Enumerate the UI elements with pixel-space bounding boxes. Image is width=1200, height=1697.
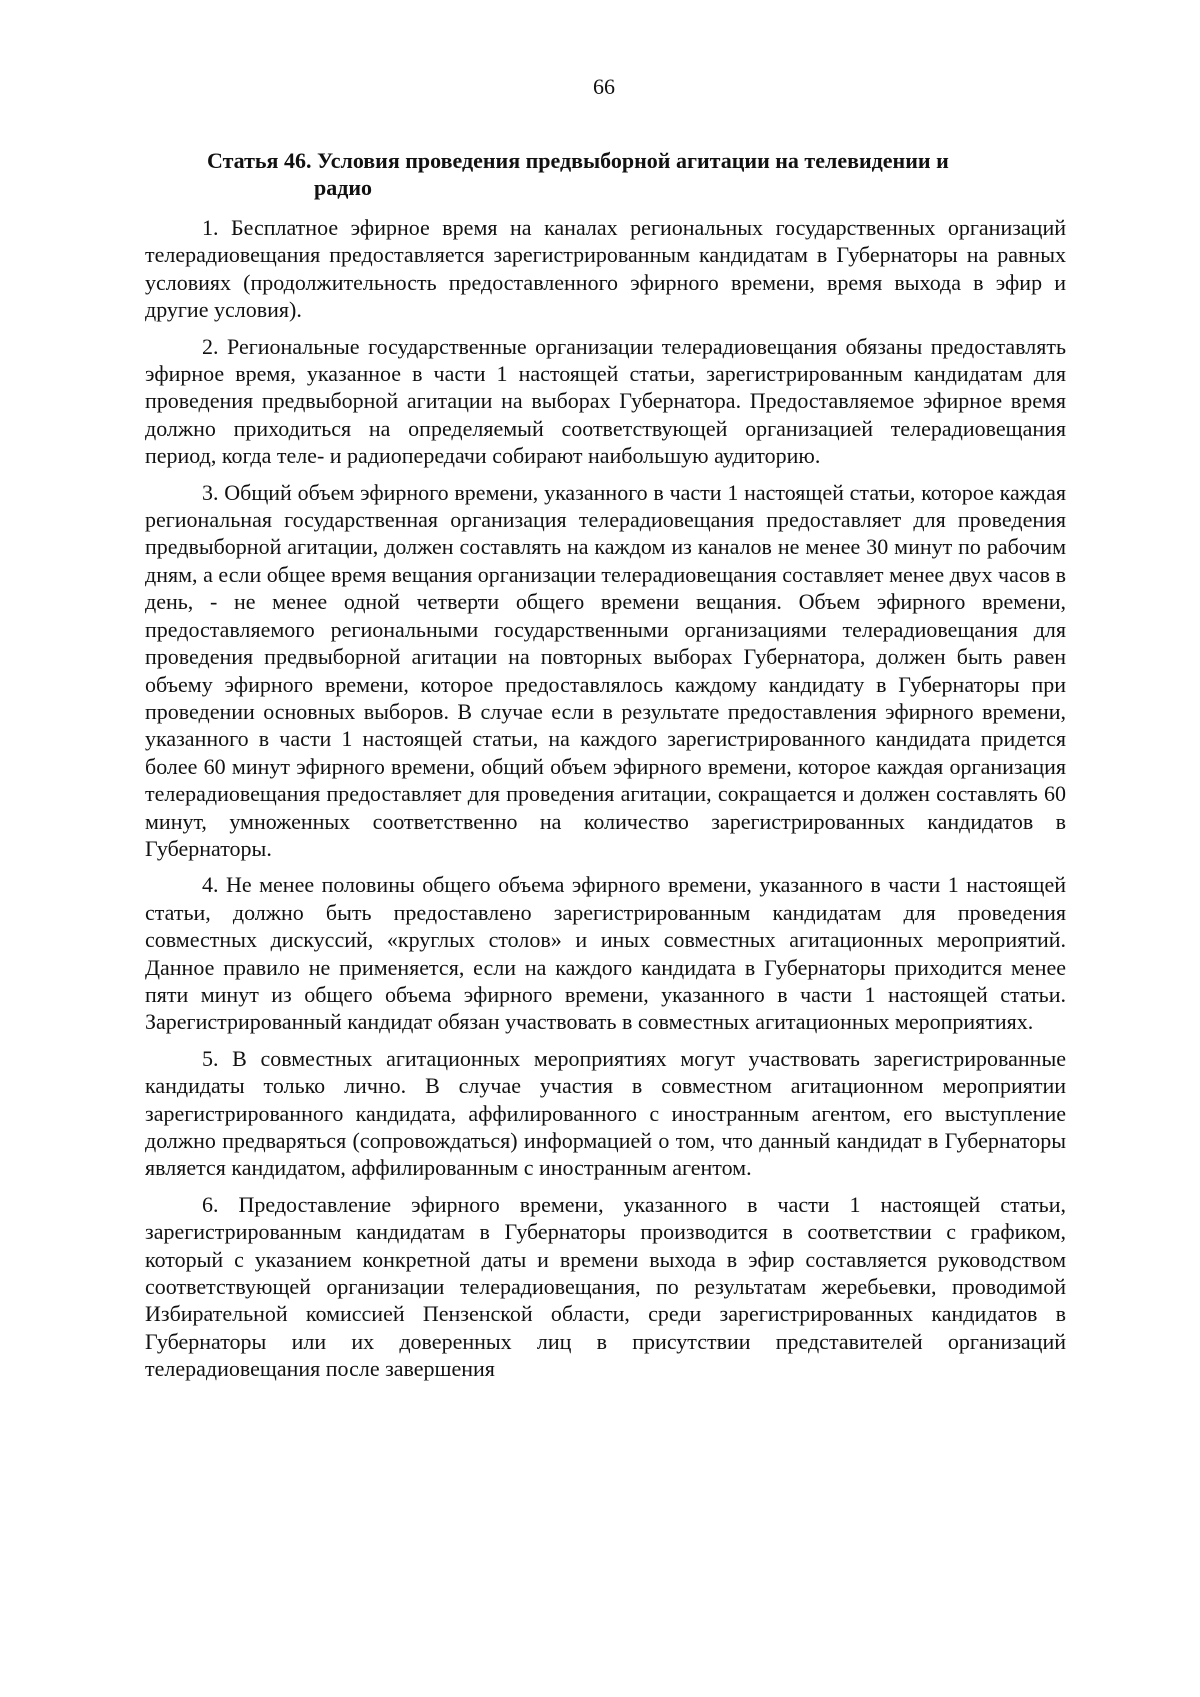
paragraph-1: 1. Бесплатное эфирное время на каналах региональных государственных организаций телерадиовещания предоставляется зарегистрированным кандидатам в Губернаторы на равных условиях (продолжительность предоставленного эфирного времени, время выхода в эфир и другие условия).: [145, 215, 1066, 323]
paragraph-2: 2. Региональные государственные организации телерадиовещания обязаны предоставлять эфирное время, указанное в части 1 настоящей статьи, зарегистрированным кандидатам для проведения предвыборной агитации на выборах Губернатора. Предоставляемое эфирное время должно приходиться на определяемый соответствующей организацией телерадиовещания период, когда теле- и радиопередачи собирают наибольшую аудиторию.: [145, 333, 1066, 469]
paragraph-3: 3. Общий объем эфирного времени, указанного в части 1 настоящей статьи, которое каждая региональная государственная организация телерадиовещания предоставляет для проведения предвыборной агитации, должен составлять на каждом из каналов не менее 30 минут по рабочим дням, а если общее время вещания организации телерадиовещания составляет менее двух часов в день, - не менее одной четверти общего времени вещания. Объем эфирного времени, предоставляемого региональными государственными организациями телерадиовещания для проведения предвыборной агитации на повторных выборах Губернатора, должен быть равен объему эфирного времени, которое предоставлялось каждому кандидату в Губернаторы при проведении основных выборов. В случае если в результате предоставления эфирного времени, указанного в части 1 настоящей статьи, на каждого зарегистрированного кандидата придется более 60 минут эфирного времени, общий объем эфирного времени, которое каждая организация телерадиовещания предоставляет для проведения агитации, сокращается и должен составлять 60 минут, умноженных соответственно на количество зарегистрированных кандидатов в Губернаторы.: [145, 479, 1066, 861]
paragraph-6: 6. Предоставление эфирного времени, указанного в части 1 настоящей статьи, зарегистрированным кандидатам в Губернаторы производится в соответствии с графиком, который с указанием конкретной даты и времени выхода в эфир составляется руководством соответствующей организации телерадиовещания, по результатам жеребьевки, проводимой Избирательной комиссией Пензенской области, среди зарегистрированных кандидатов в Губернаторы или их доверенных лиц в присутствии представителей организаций телерадиовещания после завершения: [145, 1191, 1066, 1382]
paragraph-5: 5. В совместных агитационных мероприятиях могут участвовать зарегистрированные кандидаты только лично. В случае участия в совместном агитационном мероприятии зарегистрированного кандидата, аффилированного с иностранным агентом, его выступление должно предваряться (сопровождаться) информацией о том, что данный кандидат в Губернаторы является кандидатом, аффилированным с иностранным агентом.: [145, 1045, 1066, 1181]
article-title: [207, 147, 1047, 201]
article-body: [145, 214, 1066, 1392]
paragraph-4: 4. Не менее половины общего объема эфирного времени, указанного в части 1 настоящей статьи, должно быть предоставлено зарегистрированным кандидатам для проведения совместных дискуссий, «круглых столов» и иных совместных агитационных мероприятий. Данное правило не применяется, если на каждого кандидата в Губернаторы приходится менее пяти минут из общего объема эфирного времени, указанного в части 1 настоящей статьи. Зарегистрированный кандидат обязан участвовать в совместных агитационных мероприятиях.: [145, 872, 1066, 1035]
page-number: 66: [593, 74, 615, 99]
article-title-line-1: Статья 46. Условия проведения предвыборной агитации на телевидении и: [207, 148, 949, 173]
article-title-line-2: радио: [314, 175, 373, 200]
